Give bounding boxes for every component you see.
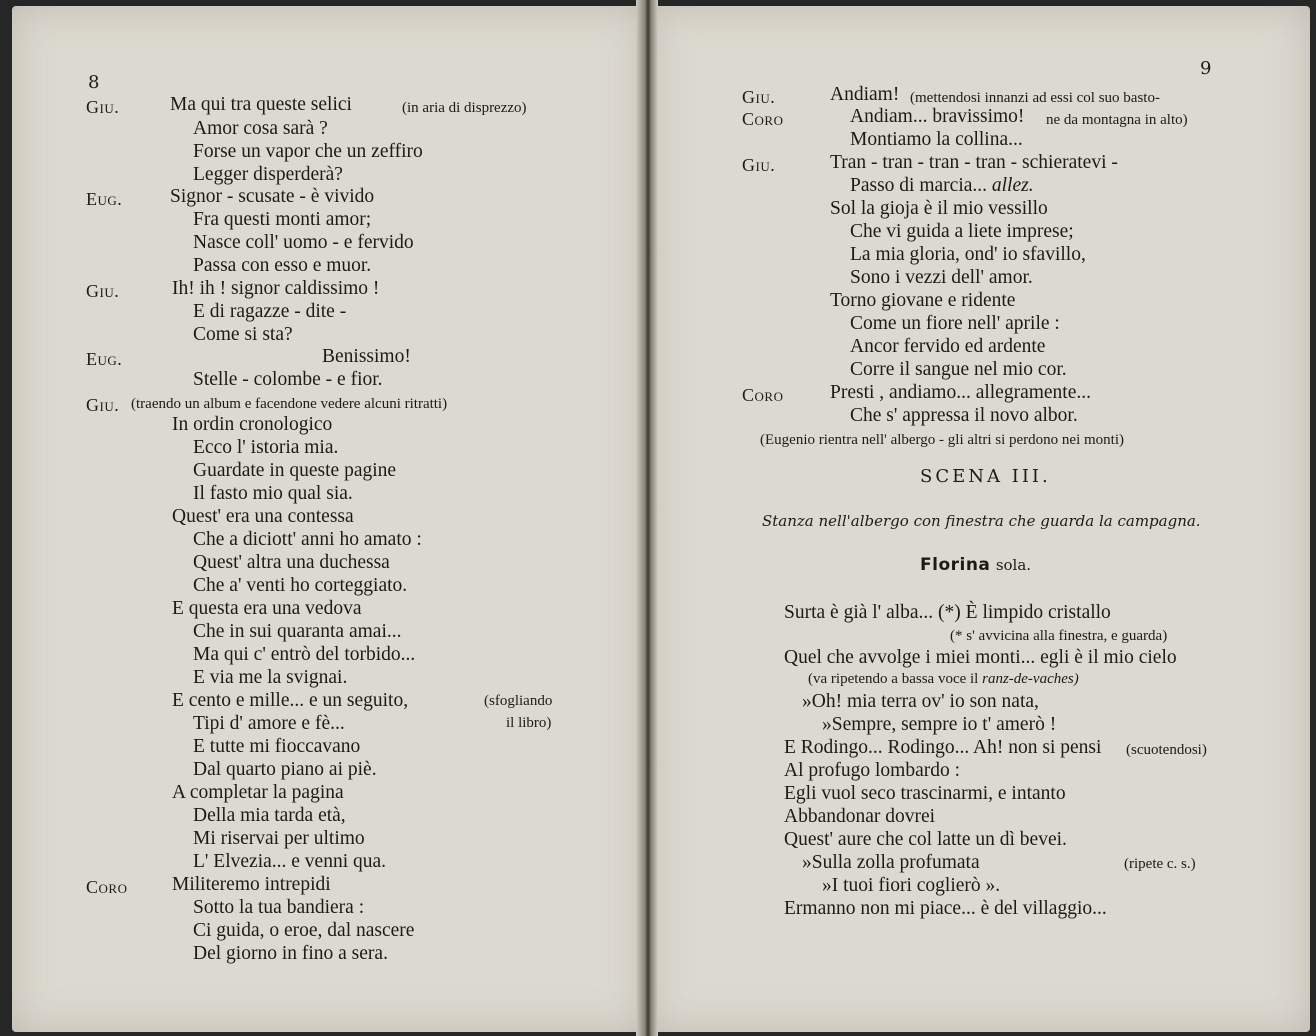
verse-line: E tutte mi fioccavano (193, 736, 361, 757)
stage-direction: (traendo un album e facendone vedere alcuni ritratti) (131, 396, 448, 412)
verse-line: Sono i vezzi dell' amor. (850, 267, 1033, 288)
stage-direction: (Eugenio rientra nell' albergo - gli altri si perdono nei monti) (760, 432, 1124, 448)
speaker-label: Giu. (86, 395, 120, 415)
speaker-label: Coro (86, 877, 128, 897)
stage-direction: (mettendosi innanzi ad essi col suo basto- (910, 90, 1160, 106)
verse-line: Egli vuol seco trascinarmi, e intanto (784, 783, 1066, 804)
verse-line: Torno giovane e ridente (830, 290, 1016, 311)
verse-line: Signor - scusate - è vivido (170, 186, 375, 207)
character-heading: Florina sola. (920, 555, 1032, 575)
verse-line: Che s' appressa il novo albor. (850, 405, 1078, 426)
verse-line: Quest' era una contessa (172, 506, 354, 527)
verse-line: Tipi d' amore e fè... (193, 713, 345, 734)
speaker-label: Coro (742, 385, 784, 405)
verse-line: »Oh! mia terra ov' io son nata, (802, 691, 1039, 712)
verse-line: Nasce coll' uomo - e fervido (193, 232, 414, 253)
verse-line: Ecco l' istoria mia. (193, 437, 339, 458)
verse-line: Forse un vapor che un zeffiro (193, 141, 423, 162)
verse-line: Dal quarto piano ai piè. (193, 759, 377, 780)
verse-line: Ancor fervido ed ardente (850, 336, 1046, 357)
stage-direction: (va ripetendo a bassa voce il ranz-de-vaches) (808, 671, 1079, 687)
verse-line: Legger disperderà? (193, 164, 343, 185)
verse-line: Amor cosa sarà ? (193, 118, 328, 139)
stage-direction: ne da montagna in alto) (1046, 112, 1188, 128)
verse-line: Sol la gioja è il mio vessillo (830, 198, 1048, 219)
verse-line: »I tuoi fiori coglierò ». (822, 875, 1001, 896)
verse-line: E cento e mille... e un seguito, (172, 690, 409, 711)
stage-direction: il libro) (506, 715, 552, 731)
verse-line: Mi riservai per ultimo (193, 828, 365, 849)
verse-line: »Sulla zolla profumata (802, 852, 980, 873)
verse-line: Sotto la tua bandiera : (193, 897, 365, 918)
verse-line: Andiam! (830, 84, 900, 105)
verse-line: Che in sui quaranta amai... (193, 621, 402, 642)
verse-line: Militeremo intrepidi (172, 874, 331, 895)
stage-direction: (* s' avvicina alla finestra, e guarda) (950, 628, 1168, 644)
verse-line: Quest' aure che col latte un dì bevei. (784, 829, 1067, 850)
verse-line: Passo di marcia... allez. (850, 175, 1034, 196)
verse-line: Che a diciott' anni ho amato : (193, 529, 422, 550)
verse-line: Corre il sangue nel mio cor. (850, 359, 1067, 380)
speaker-label: Giu. (86, 281, 120, 301)
verse-line: Montiamo la collina... (850, 129, 1023, 150)
verse-line: Che a' venti ho corteggiato. (193, 575, 408, 596)
stage-direction: (ripete c. s.) (1124, 856, 1196, 872)
verse-line: In ordin cronologico (172, 414, 333, 435)
verse-line: E questa era una vedova (172, 598, 362, 619)
verse-line: Tran - tran - tran - tran - schieratevi - (830, 152, 1118, 173)
verse-line: Surta è già l' alba... (*) È limpido cristallo (784, 602, 1111, 623)
verse-line: Abbandonar dovrei (784, 806, 936, 827)
verse-line: Ermanno non mi piace... è del villaggio... (784, 898, 1107, 919)
verse-line: L' Elvezia... e venni qua. (193, 851, 387, 872)
verse-line: Andiam... bravissimo! (850, 106, 1025, 127)
verse-line: Ci guida, o eroe, dal nascere (193, 920, 415, 941)
verse-line: »Sempre, sempre io t' amerò ! (822, 714, 1057, 735)
verse-line: Al profugo lombardo : (784, 760, 961, 781)
verse-line: La mia gloria, ond' io sfavillo, (850, 244, 1086, 265)
verse-line: A completar la pagina (172, 782, 344, 803)
verse-line: E Rodingo... Rodingo... Ah! non si pensi (784, 737, 1102, 758)
verse-line: Ma qui c' entrò del torbido... (193, 644, 416, 665)
verse-line: Ma qui tra queste selici (170, 94, 352, 115)
page-number-right: 9 (1200, 58, 1212, 79)
speaker-label: Giu. (742, 155, 776, 175)
verse-line: Come si sta? (193, 324, 293, 345)
verse-line: E di ragazze - dite - (193, 301, 347, 322)
book-gutter (636, 0, 658, 1036)
verse-line: Della mia tarda età, (193, 805, 346, 826)
verse-line: Ih! ih ! signor caldissimo ! (172, 278, 380, 299)
verse-line: Presti , andiamo... allegramente... (830, 382, 1092, 403)
verse-line: Che vi guida a liete imprese; (850, 221, 1074, 242)
verse-line: Quest' altra una duchessa (193, 552, 390, 573)
verse-line: Guardate in queste pagine (193, 460, 397, 481)
stage-direction: (in aria di disprezzo) (402, 100, 527, 116)
page-number-left: 8 (88, 72, 100, 93)
speaker-label: Eug. (86, 189, 123, 209)
verse-line: Come un fiore nell' aprile : (850, 313, 1060, 334)
verse-line: Fra questi monti amor; (193, 209, 372, 230)
scene-heading: SCENA III. (920, 466, 1051, 487)
verse-line: Quel che avvolge i miei monti... egli è il mio cielo (784, 647, 1177, 668)
stage-direction: (scuotendosi) (1126, 742, 1207, 758)
speaker-label: Eug. (86, 349, 123, 369)
verse-line: Passa con esso e muor. (193, 255, 372, 276)
verse-line: E via me la svignai. (193, 667, 348, 688)
verse-line: Stelle - colombe - e fior. (193, 369, 383, 390)
verse-line: Del giorno in fino a sera. (193, 943, 388, 964)
stage-direction: (sfogliando (484, 693, 553, 709)
speaker-label: Coro (742, 109, 784, 129)
speaker-label: Giu. (742, 87, 776, 107)
verse-line: Benissimo! (322, 346, 411, 367)
verse-line: Il fasto mio qual sia. (193, 483, 353, 504)
speaker-label: Giu. (86, 97, 120, 117)
scene-setting: Stanza nell'albergo con finestra che guarda la campagna. (762, 512, 1201, 530)
